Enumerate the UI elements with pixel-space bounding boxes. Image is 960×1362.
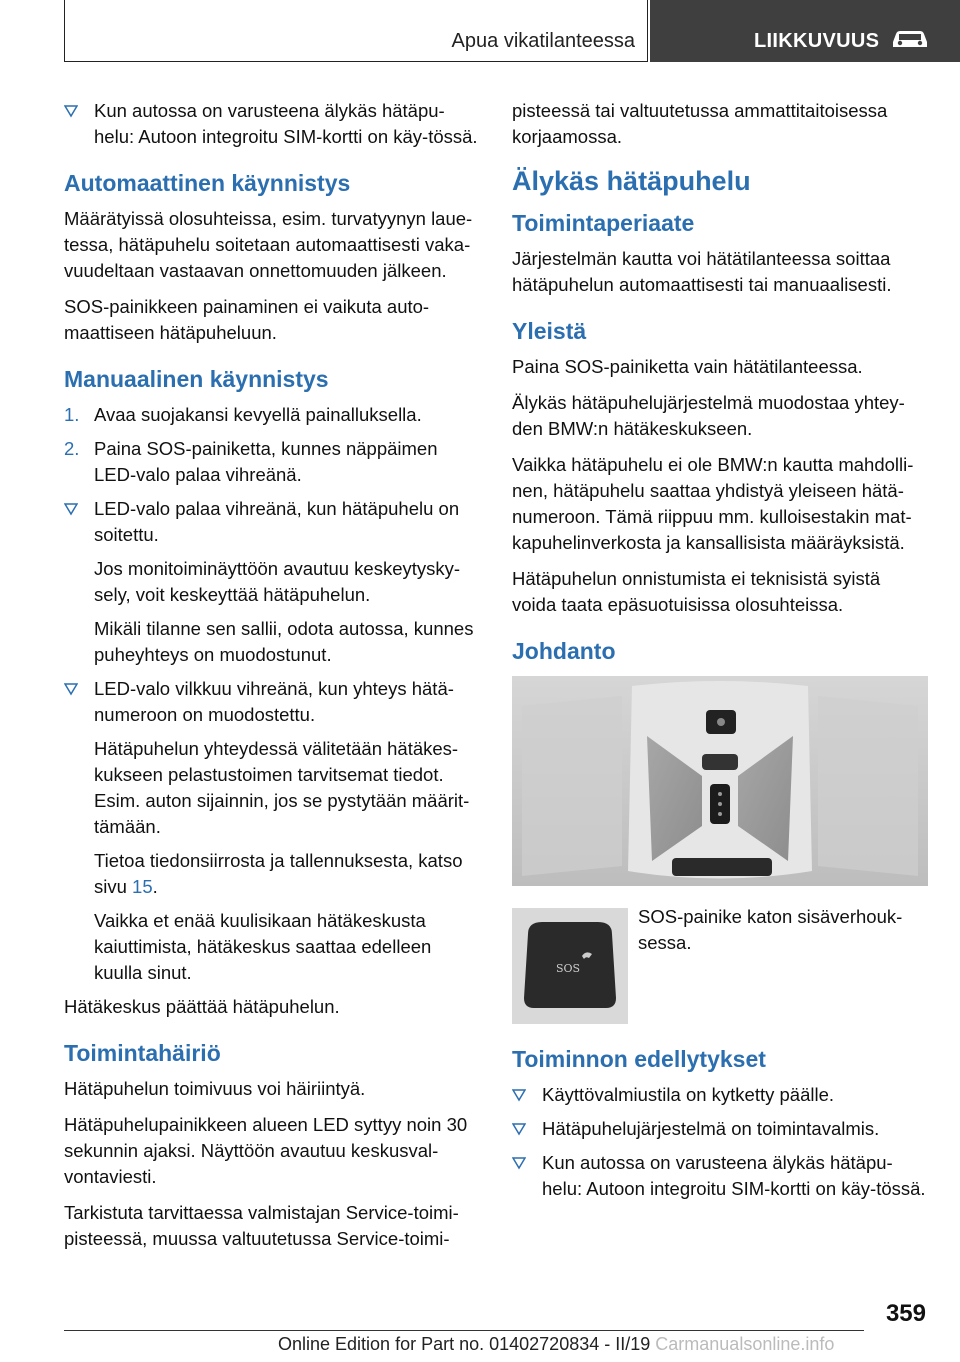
paragraph: Hätäpuhelun toimivuus voi häiriintyä.: [64, 1078, 366, 1099]
sub-paragraph: Hätäpuhelun yhteydessä välitetään hätäkes-kukseen pelastustoimen tarvitsemat tiedot. Esim. auton sijainnin, jos se pystytään määrit-tämään.: [94, 738, 470, 837]
paragraph: Vaikka hätäpuhelu ei ole BMW:n kautta mahdolli-nen, hätäpuhelu saattaa yhdistyä yleiseen hätä-numeroon. Tämä riippuu mm. kulloisestakin mat-kapuhelinverkosta ja kansallisista määräyksistä.: [512, 454, 914, 553]
watermark: Carmanualsonline.info: [655, 1334, 835, 1354]
sub-paragraph: Vaikka et enää kuulisikaan hätäkeskusta kaiuttimista, hätäkeskus saattaa edelleen kuulla sinut.: [94, 910, 432, 983]
triangle-bullet-icon: [512, 1122, 526, 1136]
paragraph: Hätäpuhelun onnistumista ei teknisistä syistä voida taata epäsuotuisissa olosuhteissa.: [512, 568, 881, 615]
step-number: 2.: [64, 438, 80, 459]
heading-general: Yleistä: [512, 318, 587, 344]
page-number: 359: [885, 1300, 926, 1327]
right-column: [512, 98, 928, 1210]
left-column: [64, 98, 480, 1262]
triangle-bullet-icon: [64, 682, 78, 696]
paragraph: Järjestelmän kautta voi hätätilanteessa soittaa hätäpuhelun automaattisesti tai manuaalisesti.: [512, 248, 892, 295]
heading-intelligent-emergency-call: Älykäs hätäpuhelu: [512, 166, 751, 196]
car-icon: [890, 28, 930, 50]
numbered-step: 2. Paina SOS-painiketta, kunnes näppäimen LED-valo palaa vihreänä.: [64, 438, 438, 485]
footer-divider: [64, 1330, 864, 1331]
header-section-title: Apua vikatilanteessa: [451, 30, 635, 52]
list-item: Kun autossa on varusteena älykäs hätäpu-helu: Autoon integroitu SIM-kortti on käy-tössä.: [64, 98, 480, 150]
paragraph: pisteessä tai valtuutetussa ammattitaitoisessa korjaamossa.: [512, 100, 888, 147]
step-number: 1.: [64, 404, 80, 425]
heading-manual-start: Manuaalinen käynnistys: [64, 366, 329, 392]
triangle-bullet-icon: [512, 1156, 526, 1170]
triangle-bullet-icon: [64, 502, 78, 516]
footer-edition: Online Edition for Part no. 01402720834 - II/19 Carmanualsonline.info: [278, 1334, 835, 1354]
list-item: Kun autossa on varusteena älykäs hätäpu-helu: Autoon integroitu SIM-kortti on käy-tössä.: [512, 1150, 928, 1202]
sub-paragraph: Mikäli tilanne sen sallii, odota autossa, kunnes puheyhteys on muodostunut.: [94, 618, 474, 665]
paragraph: SOS-painikkeen painaminen ei vaikuta auto-maattiseen hätäpuheluun.: [64, 296, 430, 343]
heading-introduction: Johdanto: [512, 638, 616, 664]
sub-paragraph: Jos monitoiminäyttöön avautuu keskeytysky-sely, voit keskeyttää hätäpuhelun.: [94, 558, 461, 605]
list-item: LED-valo palaa vihreänä, kun hätäpuhelu on soitettu.: [64, 496, 480, 548]
paragraph: Älykäs hätäpuhelujärjestelmä muodostaa yhtey-den BMW:n hätäkeskukseen.: [512, 392, 905, 439]
triangle-bullet-icon: [64, 104, 78, 118]
header-chapter-title: LIIKKUVUUS: [754, 30, 880, 52]
header-chapter-box: [650, 0, 960, 62]
list-item: LED-valo vilkkuu vihreänä, kun yhteys hätä-numeroon on muodostettu.: [64, 676, 480, 728]
heading-malfunction: Toimintahäiriö: [64, 1040, 221, 1066]
roof-console-image: [512, 676, 928, 886]
heading-automatic-start: Automaattinen käynnistys: [64, 170, 351, 196]
paragraph: Määrätyissä olosuhteissa, esim. turvatyynyn laue-tessa, hätäpuhelu soitetaan automaattisesti vaka-vuudeltaan vastaavan onnettomuuden jälkeen.: [64, 208, 473, 281]
paragraph: Paina SOS-painiketta vain hätätilanteessa.: [512, 356, 863, 377]
header-section-box: [64, 0, 648, 62]
page-link[interactable]: 15: [132, 876, 153, 897]
triangle-bullet-icon: [512, 1088, 526, 1102]
paragraph: Hätäpuhelupainikkeen alueen LED syttyy noin 30 sekunnin ajaksi. Näyttöön avautuu keskusval-vontaviesti.: [64, 1114, 468, 1187]
figure-caption: SOS-painike katon sisäverhouk-sessa.: [638, 906, 903, 953]
list-item: Käyttövalmiustila on kytketty päälle.: [512, 1082, 928, 1108]
sos-label: SOS: [556, 962, 581, 975]
paragraph: Tarkistuta tarvittaessa valmistajan Service-toimi-pisteessä, muussa valtuutetussa Service-toimi-: [64, 1202, 459, 1249]
heading-principle: Toimintaperiaate: [512, 210, 695, 236]
sos-button-image: [512, 908, 628, 1024]
sos-figure: [512, 908, 928, 1026]
numbered-step: 1. Avaa suojakansi kevyellä painalluksella.: [64, 402, 480, 428]
list-item: Hätäpuhelujärjestelmä on toimintavalmis.: [512, 1116, 928, 1142]
paragraph: Hätäkeskus päättää hätäpuhelun.: [64, 996, 340, 1017]
heading-prerequisites: Toiminnon edellytykset: [512, 1046, 766, 1072]
sub-paragraph: Tietoa tiedonsiirrosta ja tallennuksesta, katso sivu 15.: [94, 850, 463, 897]
